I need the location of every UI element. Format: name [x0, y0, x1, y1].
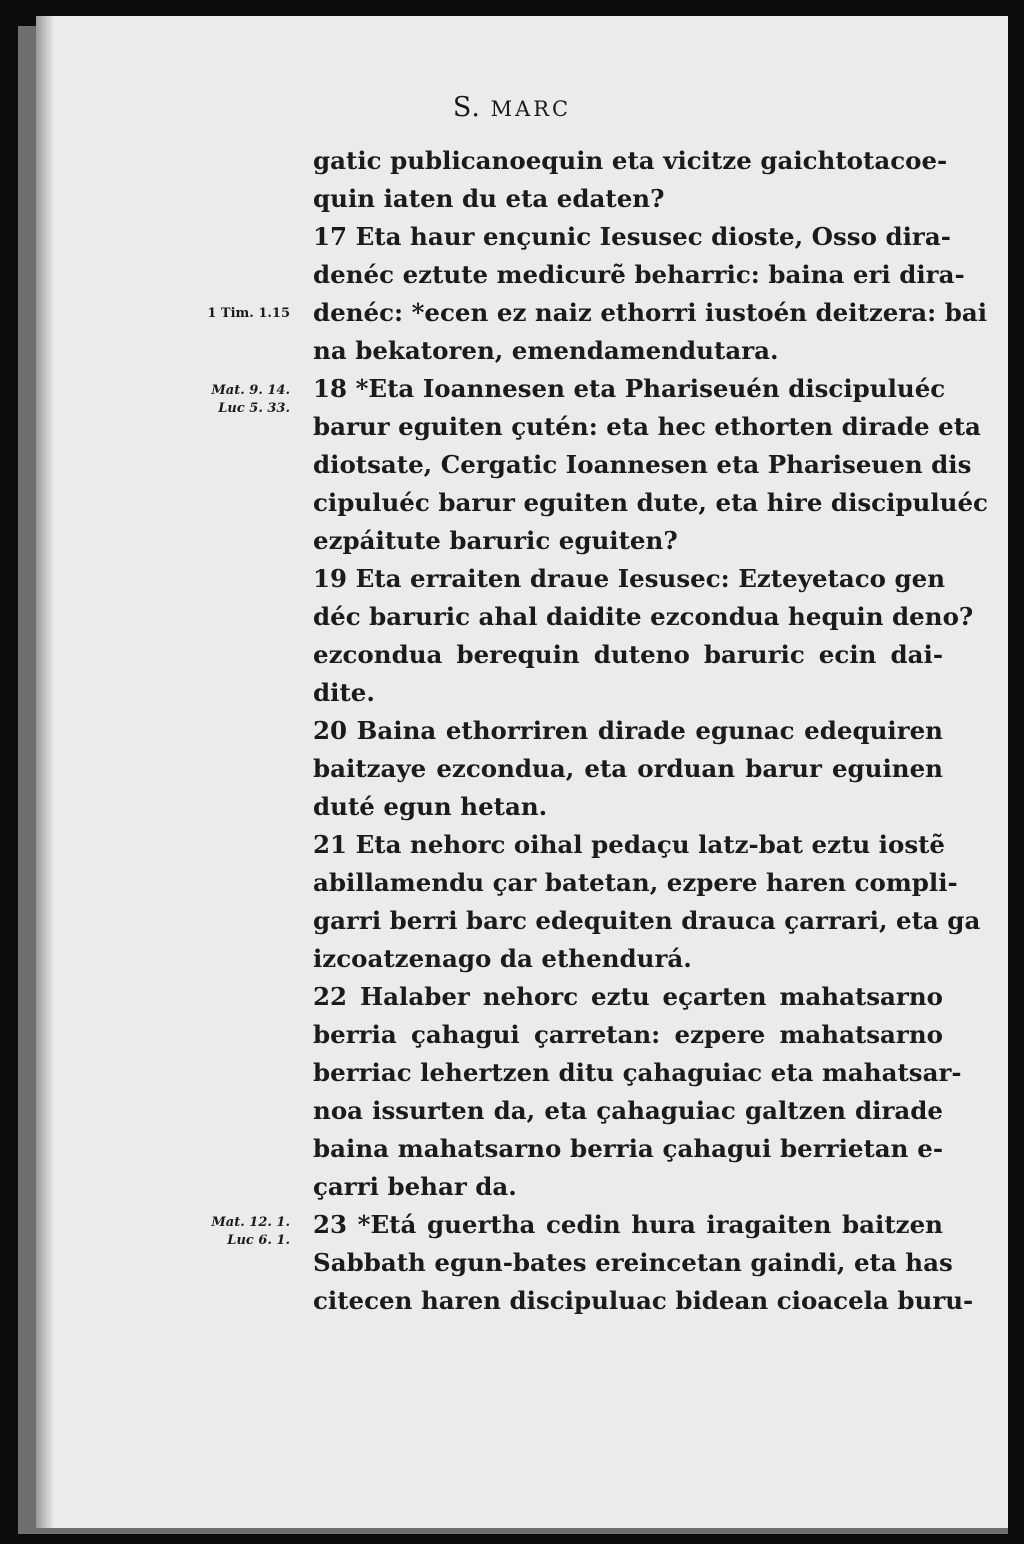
text-line: berriac lehertzen ditu çahaguiac eta mahatsar-	[313, 1058, 962, 1087]
text-line: berria çahagui çarretan: ezpere mahatsarno	[313, 1020, 943, 1049]
body-text	[313, 142, 988, 1320]
margin-ref-line: Luc 6. 1.	[227, 1233, 290, 1248]
text-line: cipuluéc barur eguiten dute, eta hire discipuluéc	[313, 488, 988, 517]
text-line: 22 Halaber nehorc eztu eçarten mahatsarno	[313, 982, 943, 1011]
text-line: duté egun hetan.	[313, 792, 548, 821]
text-line: citecen haren discipuluac bidean cioacela buru-	[313, 1286, 974, 1315]
text-line: quin iaten du eta edaten?	[313, 184, 665, 213]
text-line: denéc: *ecen ez naiz ethorri iustoén deitzera: bai	[313, 298, 988, 327]
text-line: baitzaye ezcondua, eta orduan barur eguinen	[313, 754, 943, 783]
margin-ref-line: 1 Tim. 1.15	[207, 306, 290, 321]
margin-reference	[175, 305, 290, 323]
binding-shadow	[36, 16, 54, 1528]
text-line: garri berri barc edequiten drauca çarrari, eta ga	[313, 906, 981, 935]
text-line: Sabbath egun-bates ereincetan gaindi, eta has	[313, 1248, 953, 1277]
text-line: baina mahatsarno berria çahagui berrietan e-	[313, 1134, 943, 1163]
text-line: çarri behar da.	[313, 1172, 517, 1201]
text-line: 18 *Eta Ioannesen eta Phariseuén discipuluéc	[313, 374, 946, 403]
margin-ref-line: Mat. 12. 1.	[211, 1215, 290, 1230]
text-line: abillamendu çar batetan, ezpere haren compli-	[313, 868, 958, 897]
text-line: dite.	[313, 678, 375, 707]
margin-ref-line: Luc 5. 33.	[218, 401, 290, 416]
text-line: 21 Eta nehorc oihal pedaçu latz-bat eztu iostẽ	[313, 830, 946, 859]
text-line: ezpáitute baruric eguiten?	[313, 526, 678, 555]
text-line: 17 Eta haur ençunic Iesusec dioste, Osso dira-	[313, 222, 951, 251]
text-line: 20 Baina ethorriren dirade egunac edequiren	[313, 716, 943, 745]
margin-ref-line: Mat. 9. 14.	[211, 383, 290, 398]
text-line: barur eguiten çutén: eta hec ethorten dirade eta	[313, 412, 981, 441]
text-line: diotsate, Cergatic Ioannesen eta Phariseuen dis	[313, 450, 972, 479]
text-line: na bekatoren, emendamendutara.	[313, 336, 779, 365]
text-line: 23 *Etá guertha cedin hura iragaiten baitzen	[313, 1210, 943, 1239]
text-line: 19 Eta erraiten draue Iesusec: Ezteyetaco gen	[313, 564, 946, 593]
margin-reference	[175, 382, 290, 418]
text-line: noa issurten da, eta çahaguiac galtzen dirade	[313, 1096, 943, 1125]
text-line: déc baruric ahal daidite ezcondua hequin deno?	[313, 602, 974, 631]
text-line: ezcondua berequin duteno baruric ecin dai-	[313, 640, 943, 669]
margin-reference	[175, 1214, 290, 1250]
text-line: denéc eztute medicurẽ beharric: baina eri dira-	[313, 260, 965, 289]
text-line: gatic publicanoequin eta vicitze gaichtotacoe-	[313, 146, 948, 175]
header-initial: S.	[452, 92, 481, 123]
text-line: izcoatzenago da ethendurá.	[313, 944, 692, 973]
header-title: MARC	[490, 97, 572, 121]
running-header	[0, 92, 1024, 123]
